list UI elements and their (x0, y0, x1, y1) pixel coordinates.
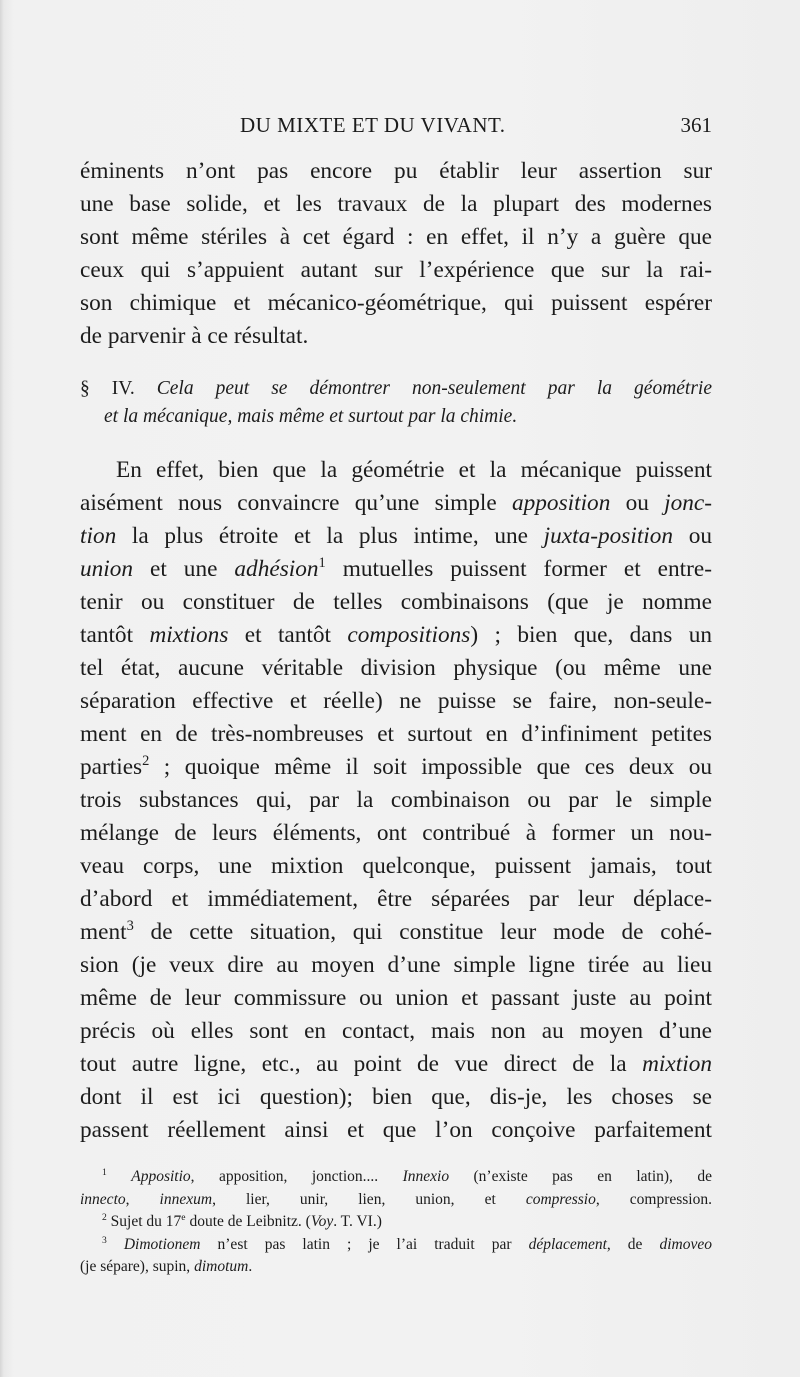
text-line: aisément nous convaincre qu’une simple apposition ou jonc- (80, 490, 712, 516)
text-line: une base solide, et les travaux de la plupart des modernes (80, 191, 712, 217)
text-line: tenir ou constituer de telles combinaisons (que je nomme (80, 589, 712, 615)
italic-term: mixtions (149, 622, 229, 648)
footnote-line: (je sépare), supin, dimotum. (80, 1258, 253, 1275)
section-mark: § IV. (80, 378, 135, 399)
section-title-part: Cela peut se démontrer non-seulement par la géométrie (156, 378, 713, 399)
italic-term: union (80, 556, 134, 582)
text-line: tout autre ligne, etc., au point de vue direct de la mixtion (80, 1051, 712, 1077)
page-number: 361 (680, 113, 712, 137)
footnote-ref: 1 (318, 555, 326, 572)
running-head: DU MIXTE ET DU VIVANT. (240, 113, 506, 137)
text-line: de parvenir à ce résultat. (80, 323, 309, 349)
text-line: tion la plus étroite et la plus intime, une juxta-position ou (80, 523, 713, 549)
text-line: veau corps, une mixtion quelconque, puissent jamais, tout (80, 853, 712, 879)
text-line: ment$^3$ de cette situation, qui constitue leur mode de cohé- (80, 918, 712, 945)
italic-term: compositions (347, 622, 471, 648)
text-line: tantôt mixtions et tantôt compositions) ; bien que, dans un (80, 622, 712, 648)
text-line: dont il est ici question); bien que, dis-je, les choses se (80, 1084, 712, 1110)
footnotes (80, 1166, 712, 1279)
text-line: En effet, bien que la géométrie et la mécanique puissent (116, 457, 712, 483)
footnote-number: 1 (102, 1166, 107, 1178)
section-heading-line (80, 375, 712, 403)
text-line: séparation effective et réelle) ne puisse se faire, non-seule- (80, 688, 712, 714)
text-line: éminents n’ont pas encore pu établir leur assertion sur (80, 158, 712, 184)
italic-term: tion (80, 523, 117, 549)
text-line: parties$^2$ ; quoique même il soit impossible que ces deux ou (80, 753, 712, 780)
italic-term: juxta-position (543, 523, 674, 549)
section-title-part: et la mécanique, mais même et surtout par la chimie. (104, 406, 518, 427)
footnote-ref: 2 (142, 753, 150, 770)
text-line: passent réellement ainsi et que l’on conçoive parfaitement (80, 1117, 712, 1143)
text-line: tel état, aucune véritable division physique (ou même une (80, 655, 712, 681)
footnote-number: 3 (102, 1234, 107, 1246)
italic-term: adhésion (234, 556, 319, 582)
section-heading (80, 375, 712, 431)
footnote-line: innecto, innexum, lier, unir, lien, union, et compressio, compression. (80, 1190, 712, 1208)
footnote-line: $^3$ Dimotionem n’est pas latin ; je l’ai traduit par déplacement, de dimoveo (102, 1234, 712, 1253)
text-line: union et une adhésion$^1$ mutuelles puissent former et entre- (80, 555, 712, 582)
text-line: trois substances qui, par la combinaison ou par le simple (80, 787, 712, 813)
italic-term: mixtion (642, 1051, 712, 1077)
footnote-number: 2 (102, 1211, 107, 1223)
italic-term: jonc- (664, 490, 712, 516)
footnote-line: $^1$ Appositio, apposition, jonction.... Innexio (n’existe pas en latin), de (102, 1166, 712, 1185)
paragraph-1 (80, 155, 712, 353)
text-line: sont même stériles à cet égard : en effet, il n’y a guère que (80, 224, 712, 250)
text-line: d’abord et immédiatement, être séparées par leur déplace- (80, 886, 712, 912)
text-line: ment en de très-nombreuses et surtout en d’infiniment petites (80, 721, 712, 747)
text-line: son chimique et mécanico-géométrique, qui puissent espérer (80, 290, 712, 316)
text-line: même de leur commissure ou union et passant juste au point (80, 985, 712, 1011)
italic-term: apposition (511, 490, 611, 516)
text-line: sion (je veux dire au moyen d’une simple ligne tirée au lieu (80, 952, 712, 978)
footnote-line: $^2$ Sujet du 17e doute de Leibnitz. (Voy. T. VI.) (102, 1211, 382, 1230)
text-line: précis où elles sont en contact, mais non au moyen d’une (80, 1018, 712, 1044)
section-heading-line (80, 403, 712, 431)
page-header (80, 113, 712, 143)
text-line: ceux qui s’appuient autant sur l’expérience que sur la rai- (80, 257, 712, 283)
text-line: mélange de leurs éléments, ont contribué à former un nou- (80, 820, 712, 846)
footnote-ref: 3 (126, 918, 134, 935)
paragraph-2 (80, 454, 712, 1147)
